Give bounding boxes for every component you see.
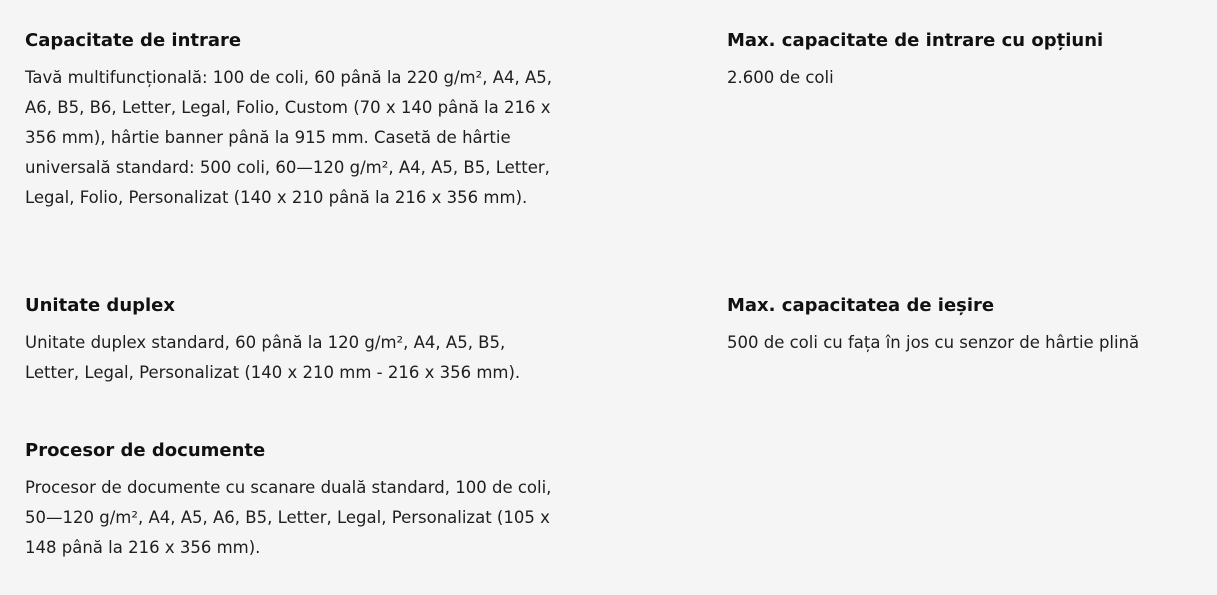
spec-title: Procesor de documente bbox=[25, 440, 266, 461]
spec-max-input-capacity bbox=[727, 29, 1197, 93]
spec-title: Max. capacitate de intrare cu opțiuni bbox=[727, 30, 1104, 51]
spec-title: Capacitate de intrare bbox=[25, 30, 242, 51]
spec-text: Procesor de documente cu scanare duală standard, 100 de coli, 50—120 g/m², A4, A5, A6, B5, Letter, Legal, Personalizat (105 x 148 până la 216 x 356 mm). bbox=[25, 478, 552, 557]
spec-document-processor bbox=[25, 439, 555, 563]
spec-input-capacity bbox=[25, 29, 555, 213]
spec-title: Unitate duplex bbox=[25, 295, 176, 316]
spec-duplex-unit bbox=[25, 294, 555, 388]
spec-max-output-capacity bbox=[727, 294, 1197, 358]
spec-text: 500 de coli cu fața în jos cu senzor de hârtie plină bbox=[727, 333, 1140, 352]
spec-text: Unitate duplex standard, 60 până la 120 g/m², A4, A5, B5, Letter, Legal, Personalizat (140 x 210 mm - 216 x 356 mm). bbox=[25, 333, 521, 382]
spec-title: Max. capacitatea de ieșire bbox=[727, 295, 995, 316]
spec-text: Tavă multifuncțională: 100 de coli, 60 până la 220 g/m², A4, A5, A6, B5, B6, Letter, Legal, Folio, Custom (70 x 140 până la 216 x 356 mm), hârtie banner până la 915 mm. Casetă de hârtie universală standard: 500 coli, 60—120 g/m², A4, A5, B5, Letter, Legal, Folio, Personalizat (140 x 210 până la 216 x 356 mm). bbox=[25, 68, 553, 207]
spec-text: 2.600 de coli bbox=[727, 68, 834, 87]
